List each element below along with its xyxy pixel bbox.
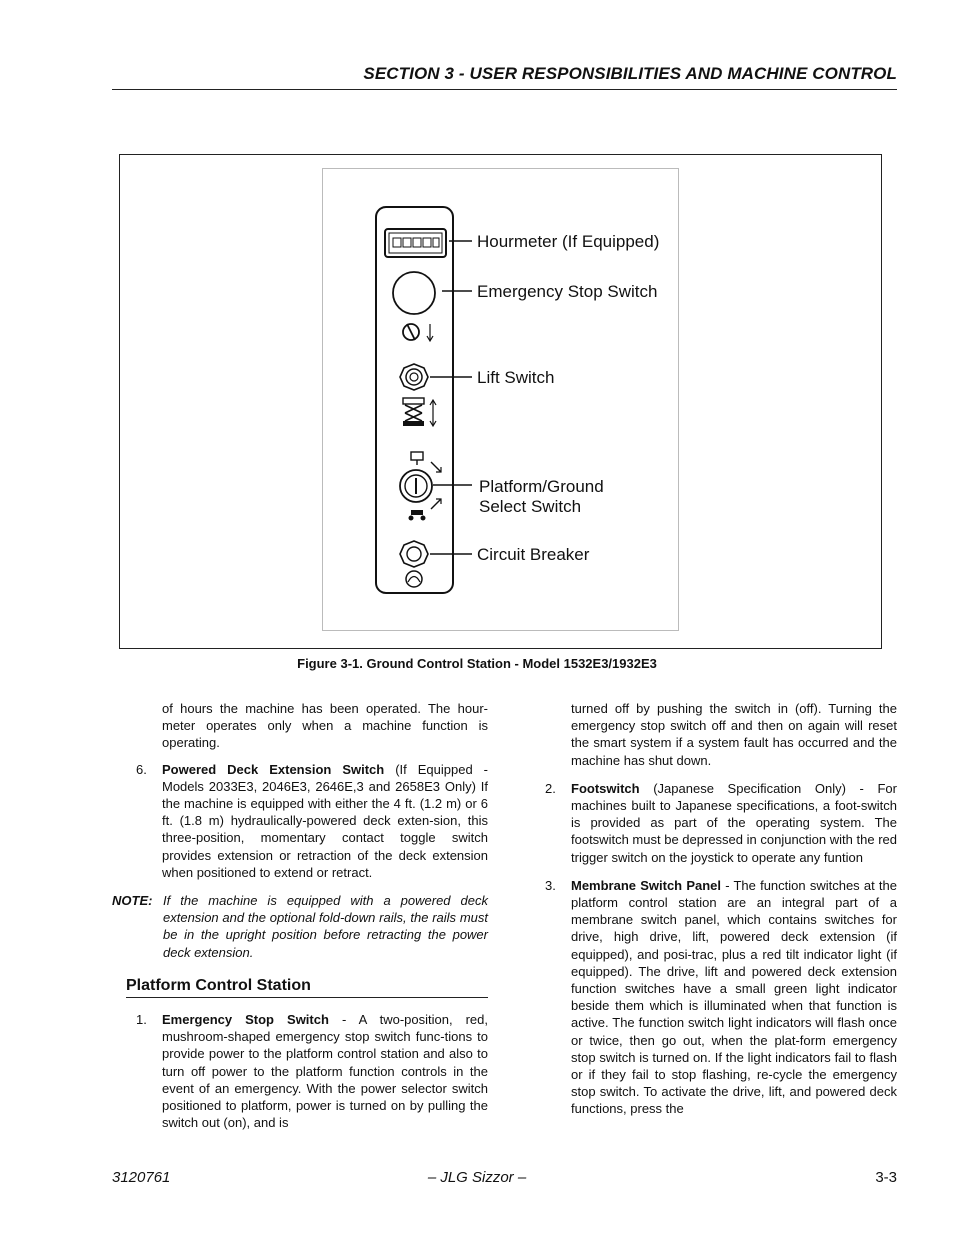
scissor-lift-icon [403, 398, 436, 426]
platform-ground-selector-icon [400, 452, 441, 521]
control-panel-outline [376, 207, 453, 593]
item-title: Powered Deck Extension Switch [162, 761, 385, 777]
emergency-stop-label: Emergency Stop Switch [477, 282, 658, 301]
hourmeter-icon [385, 229, 446, 257]
figure-frame [119, 154, 882, 649]
breaker-symbol-icon [406, 571, 422, 587]
hourmeter-label: Hourmeter (If Equipped) [477, 232, 660, 251]
list-item-emergency-stop [112, 1011, 488, 1131]
footer-page-number: 3-3 [875, 1169, 897, 1186]
footer-doc-number: 3120761 [112, 1169, 171, 1186]
left-column [112, 700, 488, 1131]
note-label: NOTE: [112, 893, 153, 909]
list-item-footswitch [540, 780, 897, 866]
figure-illustration [322, 168, 679, 631]
item-text: (Japanese Specification Only) - For machines built to Japanese specifications, a foot-switch is provided as part of the operating system. The footswitch must be depressed in conjunction with the red trigger switch on the joystick to operate any funtion [571, 780, 897, 865]
platform-ground-label-line1: Platform/Ground [479, 477, 604, 496]
lift-switch-icon [400, 364, 428, 390]
note-text: If the machine is equipped with a powered deck extension and the optional fold-down rails, the rails must be in the upright position before retracting the power deck extension. [163, 893, 488, 960]
section-title: SECTION 3 - USER RESPONSIBILITIES AND MACHINE CONTROL [363, 64, 897, 83]
platform-ground-label-line2: Select Switch [479, 497, 582, 516]
footer-title: – JLG Sizzor – [427, 1169, 527, 1186]
item-title: Membrane Switch Panel [571, 877, 721, 893]
list-number: 6. [136, 761, 147, 777]
note-block [112, 892, 488, 961]
continued-paragraph: turned off by pushing the switch in (off). Turning the emergency stop switch off and then on again will reset the smart system if a system fault has occurred and the machine has shut down. [571, 701, 897, 768]
ground-control-panel-drawing [323, 169, 680, 632]
list-number: 3. [545, 877, 556, 893]
circuit-breaker-icon [400, 541, 428, 567]
header-divider [112, 89, 897, 90]
circuit-breaker-label: Circuit Breaker [477, 545, 590, 564]
lift-switch-label: Lift Switch [477, 368, 555, 387]
right-column [540, 700, 897, 1118]
power-key-icon [403, 324, 433, 341]
section-heading: Platform Control Station [126, 977, 488, 998]
list-item-powered-deck [112, 761, 488, 881]
figure-caption: Figure 3-1. Ground Control Station - Model 1532E3/1932E3 [297, 656, 657, 671]
item-title: Emergency Stop Switch [162, 1012, 329, 1028]
continued-paragraph: of hours the machine has been operated. The hour-meter operates only when a machine function is operating. [162, 701, 488, 751]
item-title: Footswitch [571, 780, 640, 796]
list-item-membrane-panel [540, 877, 897, 1118]
emergency-stop-icon [393, 272, 435, 314]
item-text: - A two-position, red, mushroom-shaped emergency stop switch func-tions to provide power to the platform control station and also to turn off power to the platform function controls in the event of an emergency. With the power selector switch positioned to platform, power is turned on by pulling the switch out (on), and is [162, 1012, 488, 1131]
list-number: 2. [545, 780, 556, 796]
item-text: (If Equipped - Models 2033E3, 2046E3, 2646E,3 and 2658E3 Only) If the machine is equipped with either the 4 ft. (1.2 m) or 6 ft. (1.8 m) hydraulically-powered deck exten-sion, this three-position, momentary contact toggle switch provides extension or retraction of the deck extension when positioned to extend or retract. [162, 761, 489, 880]
item-text: - The function switches at the platform control station are an integral part of a membrane switch panel, which contains switches for drive, high drive, lift, powered deck extension (if equipped), and posi-trac, plus a red tilt indicator light (if equipped). The drive, lift and powered deck extension function switches have a small green light indicator beside them which is illuminated when that function is active. The function switch light indicators will flash once or twice, then go out, when the plat-form emergency stop switch is turned on. If the light indicators fail to flash or if they fail to stop flashing, re-cycle the emergency stop switch. To activate the drive, lift, and powered deck functions, press the [571, 877, 897, 1117]
list-number: 1. [136, 1012, 147, 1028]
